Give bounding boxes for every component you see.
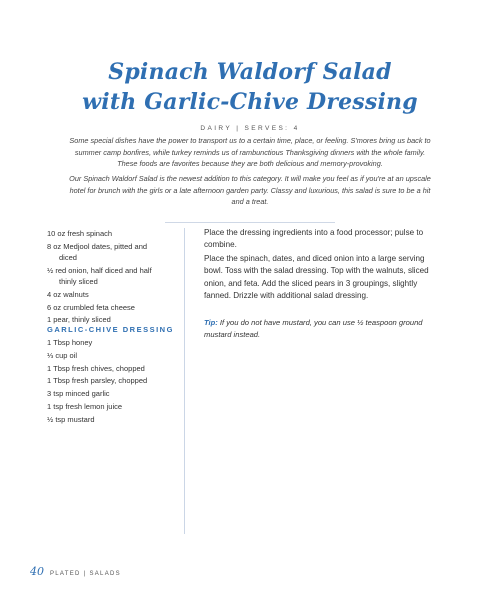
- column-divider: [184, 228, 185, 534]
- page-footer: [30, 565, 121, 578]
- dressing-ingredients-list: [47, 337, 167, 427]
- page-number: 40: [30, 565, 44, 578]
- ingredient-item: 4 oz walnuts: [47, 289, 89, 299]
- ingredient-item: 1 tsp fresh lemon juice: [47, 401, 123, 411]
- ingredient-item: 1 Tbsp honey: [47, 338, 93, 347]
- dressing-heading: GARLIC-CHIVE DRESSING: [47, 325, 174, 334]
- recipe-title-line-2: with Garlic-Chive Dressing: [82, 88, 418, 115]
- recipe-title-line-1: Spinach Waldorf Salad: [108, 58, 392, 85]
- tip-note: [204, 317, 444, 341]
- footer-section: PLATED | SALADS: [49, 571, 121, 577]
- ingredient-item: ⅓ cup oil: [47, 350, 78, 360]
- ingredient-item: 6 oz crumbled feta cheese: [47, 302, 135, 312]
- ingredient-item: 1 Tbsp fresh chives, chopped: [47, 363, 145, 373]
- ingredient-item: 1 pear, thinly sliced: [47, 315, 111, 325]
- ingredient-item: 3 tsp minced garlic: [47, 389, 110, 399]
- instruction-step: Place the dressing ingredients into a food processor; pulse to combine.: [204, 228, 424, 250]
- tip-text: If you do not have mustard, you can use ½ teaspoon ground mustard instead.: [204, 318, 423, 339]
- intro-paragraph: Our Spinach Waldorf Salad is the newest addition to this category. It will make you feel as if you're at an upscale hotel for brunch with the girls or a late afternoon garden party. Classy and luxurious, this salad is sure to be a hit and a treat.: [69, 174, 431, 207]
- tip-label: Tip:: [204, 318, 218, 327]
- section-divider: [165, 222, 335, 223]
- ingredient-item: 8 oz Medjool dates, pitted and diced: [47, 241, 148, 262]
- instruction-step: Place the spinach, dates, and diced onion into a large serving bowl. Toss with the salad dressing. Top with the walnuts, sliced onion, and feta. Add the sliced pears in 3 groupings, slightly fanned. Drizzle with additional salad dressing.: [204, 254, 429, 300]
- intro-paragraph: Some special dishes have the power to transport us to a certain time, place, or feeling. S'mores bring us back to summer camp bonfires, while turkey reminds us of rambunctious Thanksgiving dinners with the whole family. These foods are favorites because they are both delicious and memory-provoking.: [69, 136, 431, 169]
- ingredient-item: 1 Tbsp fresh parsley, chopped: [47, 376, 148, 386]
- ingredient-item: ½ tsp mustard: [47, 414, 95, 424]
- ingredients-list: [47, 228, 167, 327]
- ingredient-item: 10 oz fresh spinach: [47, 229, 113, 238]
- recipe-meta: DAIRY | SERVES: 4: [200, 125, 300, 132]
- ingredient-item: ½ red onion, half diced and half thinly sliced: [47, 265, 152, 286]
